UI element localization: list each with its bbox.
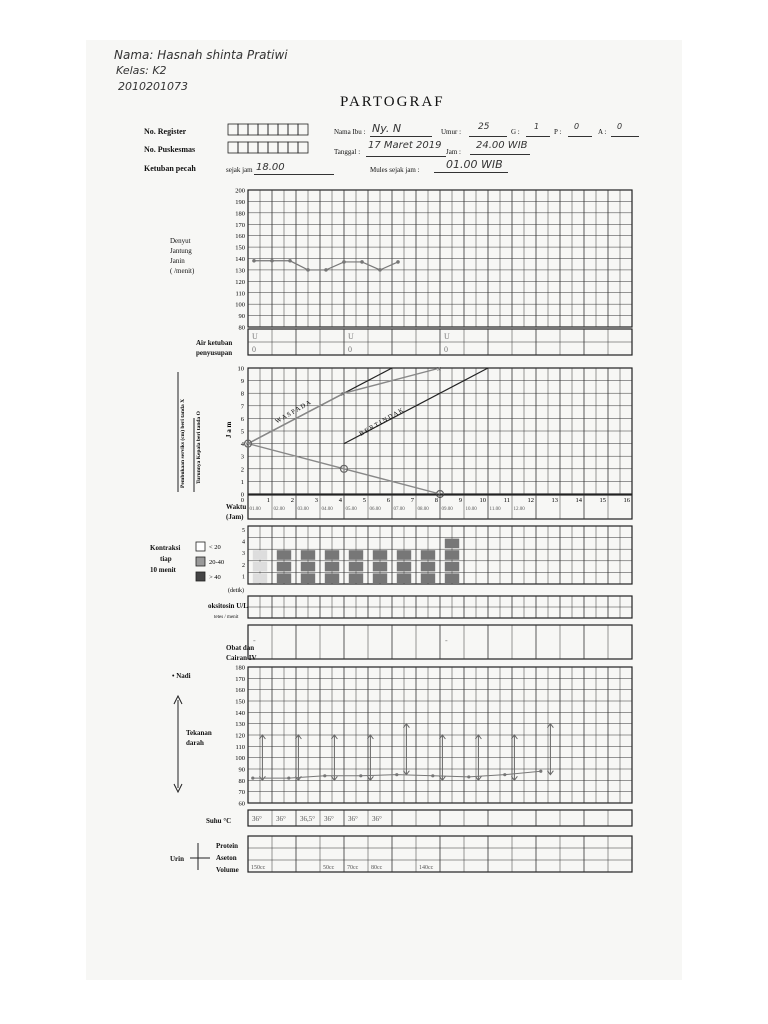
djj-tick-label: 160 (235, 233, 245, 241)
cervix-tick-label: 4 (240, 441, 244, 449)
td-tick-label: 60 (238, 800, 245, 808)
waktu-cell: 05.00 (345, 507, 357, 512)
air-ketuban-cell: U (252, 332, 258, 341)
urin-volume-cell: 70cc (347, 865, 359, 871)
obat-mark: - (445, 636, 448, 645)
no-puskesmas-box (268, 142, 278, 153)
nadi-point (323, 774, 326, 777)
djj-tick-label: 80 (238, 324, 245, 332)
cervix-tick-label: 7 (240, 403, 244, 411)
no-puskesmas-box (278, 142, 288, 153)
hour-label: 2 (290, 497, 294, 504)
student-class: Kelas: K2 (116, 64, 167, 77)
kontraksi-bar-cell (349, 550, 363, 560)
waktu-cell: 03.00 (297, 507, 309, 512)
djj-tick-label: 100 (235, 301, 245, 309)
no-puskesmas-box (248, 142, 258, 153)
tanggal-label: Tanggal : (334, 148, 361, 156)
kontraksi-bar-cell (421, 573, 435, 583)
suhu-cell: 36° (348, 815, 358, 823)
nadi-label: • Nadi (172, 672, 191, 680)
student-name: Nama: Hasnah shinta Pratiwi (114, 48, 288, 62)
hour-label: 7 (410, 497, 414, 504)
no-register-box (238, 124, 248, 135)
p-value: 0 (574, 122, 580, 131)
kontraksi-label: Kontraksi tiap 10 menit (150, 544, 181, 574)
suhu-cell: 36,5° (300, 815, 316, 823)
kontraksi-tick-label: 5 (242, 528, 245, 534)
kontraksi-tick-label: 3 (242, 551, 245, 558)
nadi-point (503, 773, 506, 776)
kontraksi-bar-cell (277, 562, 291, 572)
waktu-cell: 11.00 (489, 507, 501, 512)
td-tick-label: 160 (235, 687, 245, 695)
g-value: 1 (534, 122, 540, 131)
hour-label: 12 (527, 497, 534, 504)
no-puskesmas-box (298, 142, 308, 153)
hour-label: 6 (386, 497, 390, 504)
kontraksi-bar-cell (301, 550, 315, 560)
kontraksi-bar-cell (445, 539, 459, 549)
kontraksi-legend-swatch (196, 557, 205, 566)
dilatation-mark: x (341, 389, 345, 399)
jam-value: 24.00 WIB (476, 140, 528, 151)
cervix-tick-label: 2 (240, 466, 244, 474)
kontraksi-bar-cell (421, 562, 435, 572)
penyusupan-cell: 0 (348, 345, 352, 354)
suhu-label: Suhu °C (206, 817, 232, 825)
kontraksi-tick-label: 4 (242, 539, 245, 546)
cervix-side-label-1: Pembukaan serviks (cm) beri tanda X (180, 398, 186, 488)
no-puskesmas-box (238, 142, 248, 153)
td-tick-label: 110 (235, 743, 245, 751)
nama-ibu-label: Nama Ibu : (334, 128, 366, 136)
nadi-point (539, 770, 542, 773)
dilatation-mark: x (245, 439, 249, 449)
kontraksi-bar-cell (397, 562, 411, 572)
no-register-box (278, 124, 288, 135)
hour-label-zero: 0 (240, 497, 244, 504)
waspada-label: W A S P A D A (274, 399, 313, 426)
djj-tick-label: 130 (235, 267, 245, 275)
djj-tick-label: 120 (235, 278, 245, 286)
td-tick-label: 140 (235, 709, 245, 717)
no-register-box (228, 124, 238, 135)
djj-point (288, 259, 292, 263)
nadi-point (467, 775, 470, 778)
djj-tick-label: 170 (235, 221, 245, 229)
urin-volume-cell: 50cc (323, 865, 335, 871)
partograf-sheet (86, 40, 682, 980)
penyusupan-cell: 0 (252, 345, 256, 354)
cervix-tick-label: 1 (240, 478, 244, 486)
kontraksi-tick-label: 2 (242, 562, 245, 569)
kontraksi-bar-cell (445, 573, 459, 583)
djj-tick-label: 150 (235, 244, 245, 252)
waktu-cell: 12.00 (513, 507, 525, 512)
waktu-label: Waktu (Jam) (226, 503, 247, 521)
cervix-tick-label: 10 (237, 365, 244, 373)
kontraksi-bar-cell (349, 562, 363, 572)
urin-volume-cell: 150cc (251, 865, 266, 871)
sejak-jam-label: sejak jam (226, 166, 253, 174)
djj-tick-label: 140 (235, 256, 245, 263)
umur-value: 25 (478, 122, 490, 132)
kontraksi-legend-label: < 20 (209, 544, 221, 551)
kontraksi-legend-swatch (196, 572, 205, 581)
no-puskesmas-label: No. Puskesmas (144, 145, 196, 154)
urin-volume-cell: 140cc (419, 865, 434, 871)
student-nim: 2010201073 (118, 80, 188, 93)
no-puskesmas-box (258, 142, 268, 153)
djj-point (252, 259, 256, 263)
kontraksi-bar-cell (277, 550, 291, 560)
oksitosin-sub: tetes / menit (214, 615, 239, 620)
kontraksi-bar-cell (373, 550, 387, 560)
dilatation-mark: x (437, 364, 441, 373)
djj-tick-label: 200 (235, 187, 245, 195)
waktu-cell: 09.00 (441, 507, 453, 512)
urin-label: Urin (170, 855, 184, 863)
p-label: P : (554, 128, 562, 136)
no-register-box (248, 124, 258, 135)
umur-label: Umur : (441, 128, 462, 136)
kontraksi-bar-cell (253, 573, 267, 583)
page-title: PARTOGRAF (340, 94, 445, 110)
hour-label: 14 (575, 497, 582, 504)
suhu-cell: 36° (276, 815, 286, 823)
a-label: A : (598, 128, 607, 136)
mules-label: Mules sejak jam : (370, 166, 420, 174)
hour-label: 4 (338, 497, 342, 504)
jam-label: J a m (225, 421, 233, 438)
kontraksi-bar-cell (397, 573, 411, 583)
djj-tick-label: 110 (235, 290, 245, 298)
suhu-cell: 36° (252, 815, 262, 823)
air-ketuban-cell: U (444, 332, 450, 341)
waktu-cell: 07.00 (393, 507, 405, 512)
td-tick-label: 80 (238, 777, 245, 785)
djj-tick-label: 190 (235, 198, 245, 206)
obat-mark: - (253, 636, 256, 645)
kontraksi-bar-cell (301, 573, 315, 583)
td-tick-label: 170 (235, 675, 245, 683)
kontraksi-bar-cell (325, 550, 339, 560)
hour-label: 1 (266, 497, 270, 504)
no-puskesmas-box (228, 142, 238, 153)
waktu-cell: 01.00 (249, 507, 261, 512)
suhu-cell: 36° (372, 815, 382, 823)
no-register-box (288, 124, 298, 135)
djj-point (306, 268, 310, 272)
air-ketuban-cell: U (348, 332, 354, 341)
hour-label: 15 (599, 497, 606, 504)
waktu-cell: 04.00 (321, 507, 333, 512)
a-value: 0 (617, 122, 623, 131)
td-tick-label: 100 (235, 755, 245, 763)
ketuban-pecah-label: Ketuban pecah (144, 164, 196, 173)
hour-label: 11 (503, 497, 510, 504)
kontraksi-bar-cell (253, 562, 267, 572)
hour-label: 9 (458, 497, 462, 504)
td-tick-label: 180 (235, 664, 245, 672)
sejak-jam-value: 18.00 (256, 162, 285, 173)
suhu-cell: 36° (324, 815, 334, 823)
kontraksi-bar-cell (445, 550, 459, 560)
waktu-cell: 02.00 (273, 507, 285, 512)
cervix-tick-label: 8 (240, 390, 244, 398)
tanggal-value: 17 Maret 2019 (368, 140, 442, 151)
td-tick-label: 150 (235, 698, 245, 706)
djj-tick-label: 180 (235, 210, 245, 218)
kontraksi-tick-label: 1 (242, 574, 245, 581)
cervix-tick-label: 6 (240, 415, 244, 423)
hour-label: 10 (479, 497, 486, 504)
cervix-tick-label: 3 (240, 453, 244, 461)
waktu-cell: 10.00 (465, 507, 477, 512)
kontraksi-bar-cell (421, 550, 435, 560)
cervix-tick-label: 0 (240, 491, 244, 499)
kontraksi-bar-cell (253, 550, 267, 560)
no-register-box (258, 124, 268, 135)
td-tick-label: 90 (238, 766, 245, 774)
waktu-cell: 08.00 (417, 507, 429, 512)
nadi-point (431, 774, 434, 777)
kontraksi-bar-cell (325, 573, 339, 583)
penyusupan-cell: 0 (444, 345, 448, 354)
td-tick-label: 130 (235, 721, 245, 729)
partograf-charts (86, 40, 682, 980)
td-tick-label: 120 (235, 732, 245, 740)
urin-volume-cell: 80cc (371, 865, 383, 871)
obat-label: Obat dan Cairan IV (226, 644, 257, 662)
djj-label: Denyut Jantung Janin ( /menit) (170, 237, 195, 275)
hour-label: 3 (314, 497, 318, 504)
djj-tick-label: 90 (238, 313, 245, 321)
kontraksi-legend-label: 20-40 (209, 559, 225, 566)
cervix-tick-label: 5 (240, 428, 244, 436)
no-register-box (268, 124, 278, 135)
kontraksi-bar-cell (373, 573, 387, 583)
bertindak-label: B E R T I N D A K (358, 406, 405, 438)
kontraksi-bar-cell (349, 573, 363, 583)
kontraksi-bar-cell (445, 562, 459, 572)
no-register-label: No. Register (144, 127, 187, 136)
nadi-point (251, 776, 254, 779)
jam-label: Jam : (446, 148, 461, 156)
djj-point (360, 260, 364, 264)
nadi-point (359, 774, 362, 777)
kontraksi-bar-cell (373, 562, 387, 572)
td-tick-label: 70 (238, 789, 245, 797)
g-label: G : (511, 128, 520, 136)
hour-label: 5 (362, 497, 366, 504)
djj-point (270, 259, 274, 263)
kontraksi-bar-cell (277, 573, 291, 583)
no-register-box (298, 124, 308, 135)
djj-point (378, 268, 382, 272)
air-ketuban-label: Air ketuban penyusupan (196, 339, 233, 357)
hour-label: 13 (551, 497, 558, 504)
urin-rows-labels: Protein Aseton Volume (216, 842, 239, 874)
nadi-point (395, 773, 398, 776)
cervix-side-label-2: Turunnya Kepala beri tanda O (196, 411, 202, 484)
hour-label: 8 (434, 497, 438, 504)
djj-point (396, 260, 400, 264)
cervix-tick-label: 9 (240, 378, 244, 386)
hour-label: 16 (623, 497, 630, 504)
kontraksi-bar-cell (397, 550, 411, 560)
nadi-point (287, 776, 290, 779)
kontraksi-bar-cell (325, 562, 339, 572)
tekanan-darah-label: Tekanan darah (186, 729, 212, 747)
waktu-cell: 06.00 (369, 507, 381, 512)
kontraksi-legend-swatch (196, 542, 205, 551)
no-puskesmas-box (288, 142, 298, 153)
mules-value: 01.00 WIB (446, 158, 503, 171)
kontraksi-legend-label: > 40 (209, 574, 221, 581)
djj-point (342, 260, 346, 264)
oksitosin-label: oksitosin U/L (208, 602, 248, 610)
nama-ibu-value: Ny. N (372, 122, 402, 135)
kontraksi-bar-cell (301, 562, 315, 572)
djj-point (324, 268, 328, 272)
detik-label: (detik) (228, 588, 244, 594)
